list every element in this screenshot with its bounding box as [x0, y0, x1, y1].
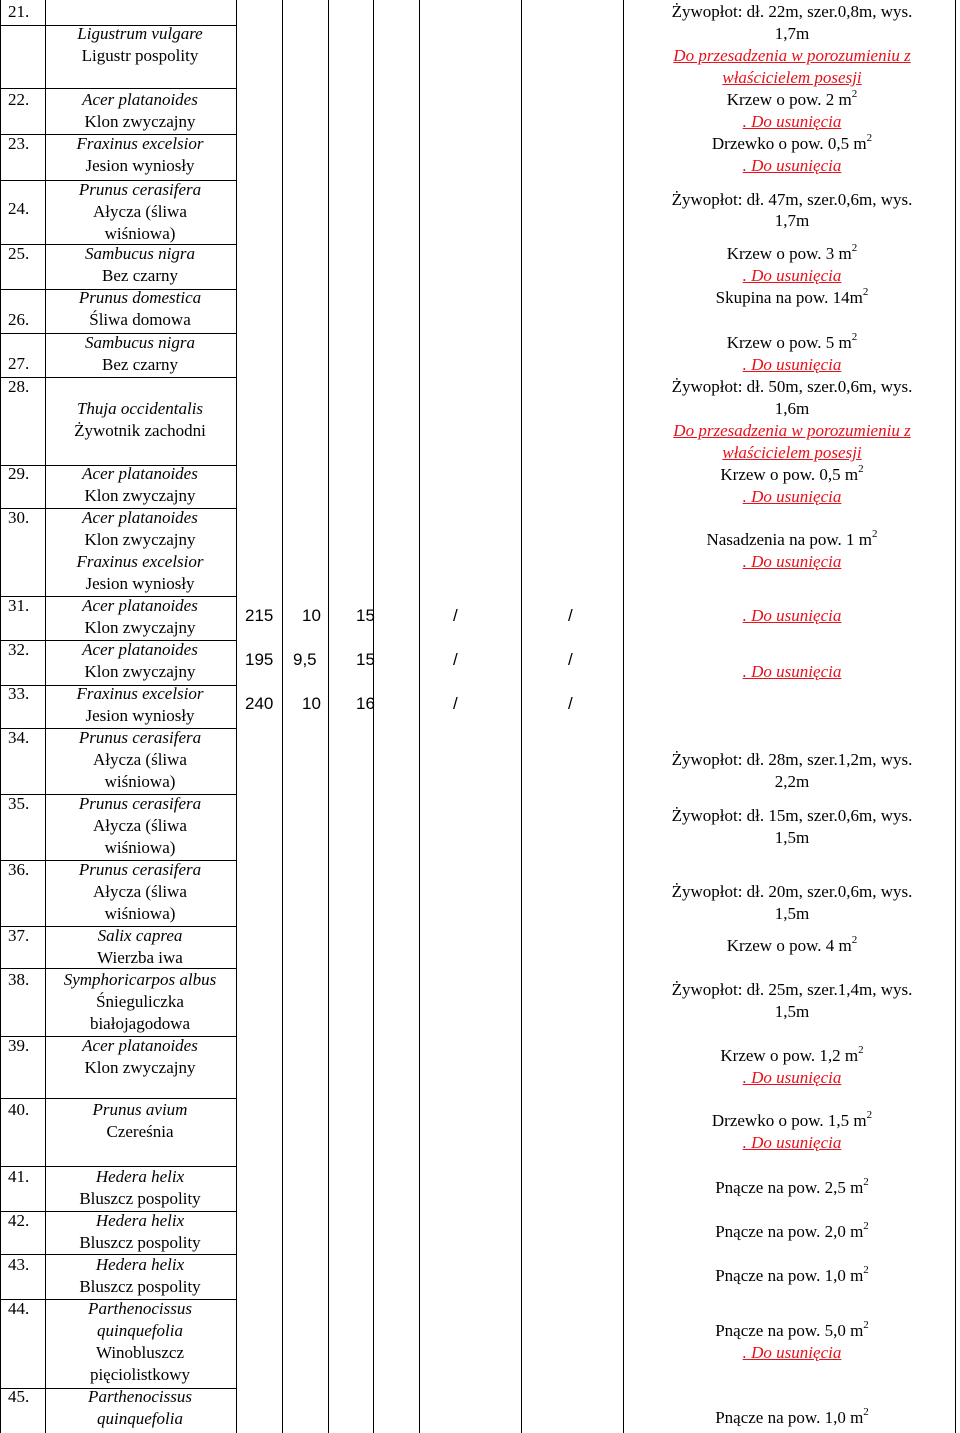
note-text: Krzew o pow. 5 $m^2$ [726, 331, 858, 352]
latin-name: Acer platanoides [82, 508, 198, 527]
latin-name: Parthenocissus [88, 1299, 192, 1318]
latin-name: Prunus avium [92, 1100, 188, 1119]
grid-line [282, 0, 283, 1433]
grid-line [521, 0, 522, 1433]
latin-name: Parthenocissus [88, 1387, 192, 1406]
polish-name: Bluszcz pospolity [79, 1233, 201, 1252]
remove-note: . Do usunięcia [742, 662, 842, 681]
note-text: 1,5m [774, 1002, 810, 1021]
polish-name: Bluszcz pospolity [79, 1189, 201, 1208]
row-number: 25. [8, 244, 30, 263]
measure-b: / [568, 694, 573, 713]
latin-name: Fraxinus excelsior [76, 134, 204, 153]
note-text: Pnącze na pow. 2,5 $m^2$ [715, 1176, 869, 1197]
polish-name: Jesion wyniosły [85, 706, 195, 725]
measure-a: / [453, 650, 458, 669]
polish-name: Śliwa domowa [89, 310, 191, 329]
measure-h: 16 [356, 694, 375, 713]
row-number: 27. [8, 354, 30, 373]
grid-line [623, 0, 624, 1433]
remove-note: . Do usunięcia [742, 1133, 842, 1152]
measure-b: / [568, 650, 573, 669]
polish-name: Klon zwyczajny [84, 486, 196, 505]
row-number: 22. [8, 90, 30, 109]
latin-name: Prunus cerasifera [78, 860, 202, 879]
row-number: 44. [8, 1299, 30, 1318]
row-number: 40. [8, 1100, 30, 1119]
row-divider [0, 377, 236, 378]
row-number: 28. [8, 377, 30, 396]
polish-name: Ałycza (śliwa [93, 750, 187, 769]
polish-name: Czereśnia [106, 1122, 174, 1141]
grid-line [45, 0, 46, 1433]
row-number: 26. [8, 310, 30, 329]
measure-obw: 240 [245, 694, 274, 713]
measure-obw: 195 [245, 650, 274, 669]
latin-name: Symphoricarpos albus [63, 970, 217, 989]
grid-line [236, 0, 237, 1433]
latin-name: Hedera helix [95, 1167, 185, 1186]
row-number: 42. [8, 1211, 30, 1230]
row-number: 24. [8, 199, 30, 218]
row-number: 43. [8, 1255, 30, 1274]
latin-name: quinquefolia [97, 1409, 183, 1428]
measure-obw: 215 [245, 606, 274, 625]
latin-name: Ligustrum vulgare [77, 24, 203, 43]
latin-name: Acer platanoides [82, 1036, 198, 1055]
row-number: 36. [8, 860, 30, 879]
row-number: 38. [8, 970, 30, 989]
row-number: 45. [8, 1387, 30, 1406]
polish-name: Klon zwyczajny [84, 662, 196, 681]
note-text: Krzew o pow. 3 $m^2$ [726, 242, 858, 263]
polish-name: wiśniowa) [104, 904, 176, 923]
polish-name: Klon zwyczajny [84, 112, 196, 131]
measure-a: / [453, 606, 458, 625]
polish-name: Klon zwyczajny [84, 618, 196, 637]
latin-name: Hedera helix [95, 1255, 185, 1274]
note-text: Skupina na pow. $14m^2$ [715, 286, 869, 307]
note-text: Krzew o pow. 0,5 $m^2$ [720, 463, 864, 484]
polish-name: Ałycza (śliwa [93, 816, 187, 835]
polish-name: Jesion wyniosły [85, 156, 195, 175]
grid-line [373, 0, 374, 1433]
polish-name: wiśniowa) [104, 224, 176, 243]
row-number: 35. [8, 794, 30, 813]
row-number: 39. [8, 1036, 30, 1055]
latin-name: Prunus cerasifera [78, 728, 202, 747]
grid-line [955, 0, 956, 1433]
note-text: Pnącze na pow. 1,0 $m^2$ [715, 1264, 869, 1285]
remove-note: . Do usunięcia [742, 355, 842, 374]
grid-line [0, 0, 1, 1433]
note-text: Pnącze na pow. 5,0 $m^2$ [715, 1319, 869, 1340]
grid-line [419, 0, 420, 1433]
note-text: Żywopłot: dł. 22m, szer.0,8m, wys. [671, 2, 913, 21]
note-text: 1,7m [774, 211, 810, 230]
measure-a: / [453, 694, 458, 713]
row-number: 31. [8, 596, 30, 615]
polish-name: Bez czarny [102, 355, 178, 374]
note-text: Pnącze na pow. 1,0 $m^2$ [715, 1406, 869, 1427]
polish-name: Ałycza (śliwa [93, 882, 187, 901]
row-number: 41. [8, 1167, 30, 1186]
polish-name: pięciolistkowy [89, 1365, 191, 1384]
polish-name: Ligustr pospolity [81, 46, 199, 65]
latin-name: Fraxinus excelsior [76, 684, 204, 703]
latin-name: Sambucus nigra [84, 333, 196, 352]
measure-b: / [568, 606, 573, 625]
polish-name: Śnieguliczka [96, 992, 184, 1011]
polish-name: wiśniowa) [104, 772, 176, 791]
note-text: właścicielem posesji [722, 443, 862, 462]
latin-name: Thuja occidentalis [76, 399, 204, 418]
note-text: 1,7m [774, 24, 810, 43]
note-text: Krzew o pow. 4 $m^2$ [726, 934, 858, 955]
row-number: 37. [8, 926, 30, 945]
note-text: 1,5m [774, 904, 810, 923]
note-text: Krzew o pow. 1,2 $m^2$ [720, 1044, 864, 1065]
note-text: Nasadzenia na pow. 1 $m^2$ [706, 528, 878, 549]
latin-name: Hedera helix [95, 1211, 185, 1230]
latin-name: Sambucus nigra [84, 244, 196, 263]
polish-name: Wierzba iwa [97, 948, 183, 967]
row-number: 29. [8, 464, 30, 483]
measure-h: 15 [356, 606, 375, 625]
note-text: właścicielem posesji [722, 68, 862, 87]
row-divider [0, 88, 236, 89]
remove-note: . Do usunięcia [742, 606, 842, 625]
remove-note: . Do usunięcia [742, 266, 842, 285]
note-text: Do przesadzenia w porozumieniu z [673, 421, 911, 440]
polish-name: Klon zwyczajny [84, 530, 196, 549]
note-text: Drzewko o pow. 1,5 $m^2$ [711, 1109, 873, 1130]
note-text: Żywopłot: dł. 25m, szer.1,4m, wys. [671, 980, 913, 999]
row-divider [0, 1098, 236, 1099]
latin-name: Acer platanoides [82, 464, 198, 483]
remove-note: . Do usunięcia [742, 1343, 842, 1362]
latin-name: Acer platanoides [82, 596, 198, 615]
polish-name: Ałycza (śliwa [93, 202, 187, 221]
note-text: Żywopłot: dł. 47m, szer.0,6m, wys. [671, 190, 913, 209]
remove-note: . Do usunięcia [742, 156, 842, 175]
latin-name: Acer platanoides [82, 640, 198, 659]
polish-name: Winobluszcz [95, 1343, 185, 1362]
polish-name: białojagodowa [89, 1014, 191, 1033]
measure-dia: 10 [302, 606, 321, 625]
polish-name: wiśniowa) [104, 838, 176, 857]
grid-line [328, 0, 329, 1433]
row-number: 30. [8, 508, 30, 527]
note-text: 2,2m [774, 772, 810, 791]
row-number: 34. [8, 728, 30, 747]
polish-name: Żywotnik zachodni [74, 421, 206, 440]
remove-note: . Do usunięcia [742, 1068, 842, 1087]
row-number: 23. [8, 134, 30, 153]
note-text: Pnącze na pow. 2,0 $m^2$ [715, 1220, 869, 1241]
remove-note: . Do usunięcia [742, 487, 842, 506]
latin-name: quinquefolia [97, 1321, 183, 1340]
remove-note: . Do usunięcia [742, 112, 842, 131]
polish-name: Klon zwyczajny [84, 1058, 196, 1077]
measure-dia: 10 [302, 694, 321, 713]
latin-name: Salix caprea [97, 926, 183, 945]
row-number: 21. [8, 2, 30, 21]
polish-name: Bez czarny [102, 266, 178, 285]
latin-name: Fraxinus excelsior [76, 552, 204, 571]
measure-h: 15 [356, 650, 375, 669]
measure-dia: 9,5 [293, 650, 317, 669]
latin-name: Prunus cerasifera [78, 794, 202, 813]
row-divider [0, 968, 236, 969]
note-text: Żywopłot: dł. 20m, szer.0,6m, wys. [671, 882, 913, 901]
note-text: Żywopłot: dł. 28m, szer.1,2m, wys. [671, 750, 913, 769]
note-text: Drzewko o pow. 0,5 $m^2$ [711, 132, 873, 153]
row-number: 33. [8, 684, 30, 703]
note-text: Żywopłot: dł. 15m, szer.0,6m, wys. [671, 806, 913, 825]
note-text: 1,6m [774, 399, 810, 418]
latin-name: Prunus domestica [78, 288, 202, 307]
polish-name: Bluszcz pospolity [79, 1277, 201, 1296]
latin-name: Acer platanoides [82, 90, 198, 109]
note-text: Krzew o pow. 2 $m^2$ [726, 88, 858, 109]
note-text: 1,5m [774, 828, 810, 847]
row-number: 32. [8, 640, 30, 659]
remove-note: . Do usunięcia [742, 552, 842, 571]
note-text: Żywopłot: dł. 50m, szer.0,6m, wys. [671, 377, 913, 396]
note-text: Do przesadzenia w porozumieniu z [673, 46, 911, 65]
polish-name: Jesion wyniosły [85, 574, 195, 593]
latin-name: Prunus cerasifera [78, 180, 202, 199]
